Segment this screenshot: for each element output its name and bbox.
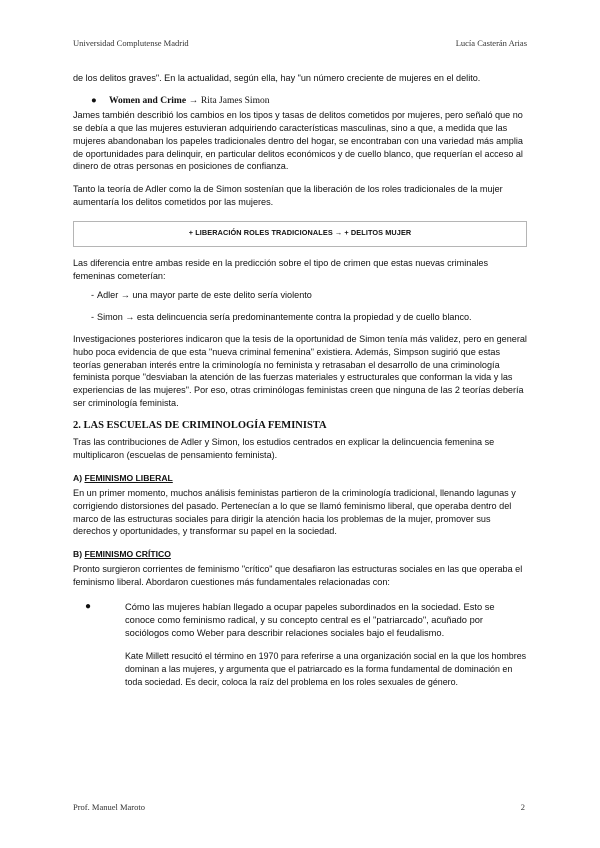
list-item-text: Adler → una mayor parte de este delito sería violento bbox=[97, 289, 312, 300]
subsection-name: FEMINISMO LIBERAL bbox=[84, 472, 173, 483]
subsection-name: FEMINISMO CRÍTICO bbox=[84, 549, 171, 560]
dash-marker: - bbox=[91, 311, 95, 322]
paragraph-section2: Tras las contribuciones de Adler y Simon, los estudios centrados en explicar la delincuencia femenina se multiplicaron (escuelas de pensamiento feminista). bbox=[73, 437, 495, 460]
bullet-patriarcado bbox=[73, 601, 527, 640]
subsection-title-feminismo-liberal bbox=[73, 472, 527, 485]
paragraph-intro: de los delitos graves". En la actualidad, según ella, hay "un número creciente de mujeres en el delito. bbox=[73, 73, 481, 83]
subsection-prefix: A) bbox=[73, 472, 85, 483]
list-item-adler bbox=[73, 289, 527, 302]
page-number: 2 bbox=[520, 802, 525, 812]
bullet-icon: ● bbox=[85, 601, 92, 613]
list-item-simon bbox=[73, 311, 527, 324]
highlight-box: + LIBERACIÓN ROLES TRADICIONALES → + DELITOS MUJER bbox=[73, 221, 527, 247]
dash-marker: - bbox=[91, 289, 95, 300]
arrow-glyph: → bbox=[186, 94, 201, 106]
paragraph-investigaciones: Investigaciones posteriores indicaron que la tesis de la oportunidad de Simon tenía más validez, pero en general hubo poca evidencia de que esta "nueva criminal femenina" existiera. Además, Simpson sugirió que estas teorías generaban interés entre la criminología no feminista y retrasaban el desarrollo de una criminología feminista porque "desviaban la atención de las fuerzas materiales y estructurales que conforman la vida y las experiencias de las mujeres". Por eso, otras criminólogas feministas creen que ninguna de las 2 teorías debería ser criminología feminista. bbox=[73, 333, 527, 409]
paragraph-diferencia: Las diferencia entre ambas reside en la predicción sobre el tipo de crimen que estas nuevas criminales femeninas cometerían: bbox=[73, 258, 489, 281]
paragraph-feminismo-critico: Pronto surgieron corrientes de feminismo "crítico" que desafiaron las estructuras sociales en las que operaba el feminismo liberal. Abordaron cuestiones más fundamentales relacionadas con: bbox=[73, 564, 523, 588]
list-item-text: Simon → esta delincuencia sería predominantemente contra la propiedad y de cuello blanco. bbox=[97, 311, 472, 322]
footer-professor: Prof. Manuel Maroto bbox=[73, 802, 146, 812]
bullet-author: Rita James Simon bbox=[200, 95, 270, 106]
bullet-title: Women and Crime bbox=[109, 95, 187, 106]
bullet-text: Cómo las mujeres habían llegado a ocupar papeles subordinados en la sociedad. Esto se conoce como feminismo radical, y su concepto central es el "patriarcado", acuñado por sociólogos como Weber para describir relaciones sociales bajo el feudalismo. bbox=[125, 602, 495, 638]
bullet-women-and-crime bbox=[73, 95, 527, 108]
subsection-prefix: B) bbox=[73, 549, 85, 560]
paragraph-adler-simon: Tanto la teoría de Adler como la de Simon sostenían que la liberación de los roles tradicionales de la mujer aumentaría los delitos cometidos por las mujeres. bbox=[73, 184, 503, 208]
header-university: Universidad Complutense Madrid bbox=[73, 38, 189, 48]
paragraph-feminismo-liberal: En un primer momento, muchos análisis feministas partieron de la criminología tradicional, llenando lagunas y corrigiendo distorsiones del pasado. Pertenecían a lo que se llamó feminismo liberal, que operaba dentro del marco de las estructuras sociales para dirigir la atención hacia los problemas de la mujer, promover sus derechos y oportunidades, y transformar su papel en la sociedad. bbox=[73, 487, 516, 537]
document-body bbox=[73, 72, 527, 689]
section-title-escuelas: 2. LAS ESCUELAS DE CRIMINOLOGÍA FEMINISTA bbox=[73, 420, 327, 432]
bullet-icon: ● bbox=[91, 94, 97, 106]
header-author: Lucía Casterán Arias bbox=[455, 38, 527, 48]
paragraph-millett: Kate Millett resucitó el término en 1970 para referirse a una organización social en la que los hombres dominan a las mujeres, y argumenta que el patriarcado es la forma fundamental de dominación en toda sociedad. Es decir, coloca la raíz del problema en los roles sexuales de género. bbox=[125, 650, 527, 687]
subsection-title-feminismo-critico bbox=[73, 548, 527, 561]
paragraph-james: James también describió los cambios en los tipos y tasas de delitos cometidos por mujeres, pero señaló que no se debía a que las mujeres estuvieran adquiriendo características masculinas, sino a que, a medida que las mujeres abandonaban los papeles tradicionales dentro del hogar, se encontraban con una variedad más amplia de oportunidades para delinquir, en particular delitos económicos y de cuello blanco, que requerían el acceso al dinero de otras personas en posiciones de confianza. bbox=[73, 109, 523, 172]
